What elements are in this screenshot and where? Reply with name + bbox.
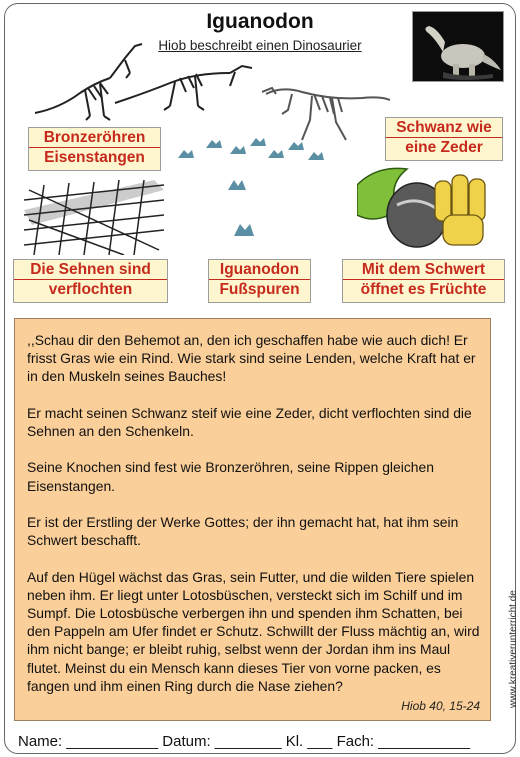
claw-with-fruit-icon	[357, 165, 497, 257]
text-paragraph: Er macht seinen Schwanz steif wie eine Zeder, dicht verflochten sind die Sehnen an den Schenkeln.	[27, 404, 472, 439]
name-date-form-line: Name: ___________ Datum: ________ Kl. ___ Fach: ___________	[18, 733, 471, 750]
page-subtitle: Hiob beschreibt einen Dinosaurier	[158, 38, 362, 53]
label-sehnen-verflochten: Die Sehnen sind verflochten	[13, 259, 168, 303]
label-schwanz-wie-zeder: Schwanz wie eine Zeder	[385, 117, 503, 161]
label-bronzeroehren: Bronzeröhren Eisenstangen	[28, 127, 161, 171]
website-credit: www.kreativerunterricht.de	[508, 590, 519, 708]
text-paragraph: Seine Knochen sind fest wie Bronzeröhren, seine Rippen gleichen Eisenstangen.	[27, 459, 434, 494]
text-paragraph: Er ist der Erstling der Werke Gottes; der ihn gemacht hat, hat ihm sein Schwert beschafft.	[27, 513, 459, 549]
tendons-illustration-icon	[24, 180, 164, 255]
iguanodon-model-photo	[412, 11, 504, 82]
bible-text-box	[14, 318, 491, 721]
text-paragraph: ,,Schau dir den Behemot an, den ich geschaffen habe wie auch dich! Er frisst Gras wie ein Rind. Wie stark sind seine Lenden, welche Kraft hat er in den Muskeln seines Bauches!	[27, 332, 476, 385]
text-paragraph: Auf den Hügel wächst das Gras, sein Futter, und die wilden Tiere spielen neben ihm. Er liegt unter Lotosbüschen, versteckt sich im Schilf und im Sumpf. Die Lotosbüsche verbergen ihn und spenden ihm Schatten, bei den Pappeln am Ufer findet er Schutz. Schwillt der Fluss mächtig an, wird ihm nicht bange; er bleibt ruhig, selbst wenn der Jordan ihm ins Maul flutet. Meinst du ein Mensch kann dieses Tier von vorne packen, es fangen und ihm einen Ring durch die Nase ziehen?	[27, 568, 480, 694]
footprints-icon	[168, 134, 340, 244]
label-mit-dem-schwert: Mit dem Schwert öffnet es Früchte	[342, 259, 505, 303]
bible-reference: Hiob 40, 15-24	[401, 698, 480, 713]
page-title: Iguanodon	[206, 10, 314, 33]
label-iguanodon-fussspuren: Iguanodon Fußspuren	[208, 259, 311, 303]
